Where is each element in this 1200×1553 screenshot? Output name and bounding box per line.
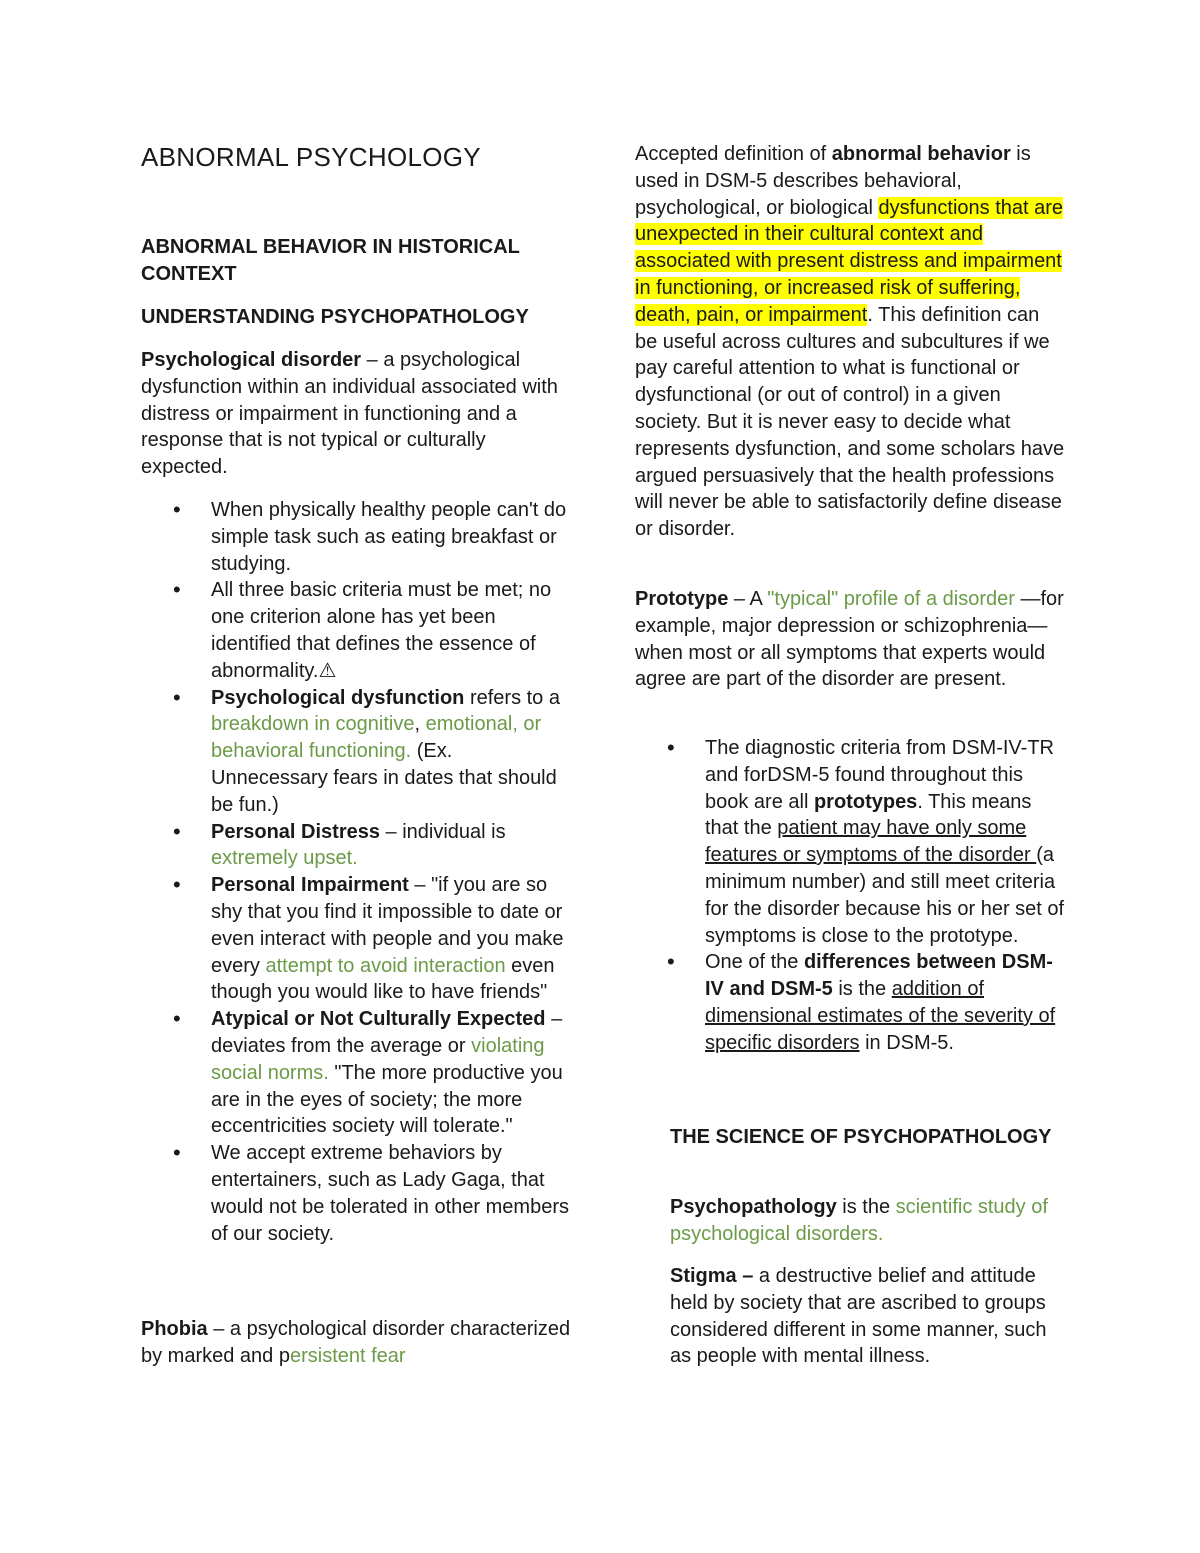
list-item: • Psychological dysfunction refers to a breakdown in cognitive, emotional, or behavioral functioning. (Ex. Unnecessary fears in dates that should be fun.)	[141, 685, 571, 819]
paragraph-prototype: Prototype – A "typical" profile of a disorder —for example, major depression or schizophrenia—when most or all symptoms that experts would agree are part of the disorder are present.	[635, 588, 1064, 691]
criteria-list	[141, 497, 571, 1247]
list-item: • Personal Impairment – "if you are so shy that you find it impossible to date or even interact with people and you make every attempt to avoid interaction even though you would like to have friends"	[141, 872, 571, 1006]
prototype-list	[635, 735, 1065, 1057]
list-item: • We accept extreme behaviors by entertainers, such as Lady Gaga, that would not be tolerated in other members of our society.	[141, 1140, 571, 1247]
warning-icon: ⚠	[318, 659, 337, 682]
list-item: • All three basic criteria must be met; no one criterion alone has yet been identified that defines the essence of abnormality.⚠	[141, 577, 571, 684]
heading-science-of-psychopathology: THE SCIENCE OF PSYCHOPATHOLOGY	[670, 1126, 1052, 1148]
list-item: • Atypical or Not Culturally Expected – deviates from the average or violating social norms. "The more productive you are in the eyes of society; the more eccentricities society will tolerate."	[141, 1006, 571, 1140]
highlighted-definition: dysfunctions that are unexpected in their cultural context and associated with present distress and impairment in functioning, or increased risk of suffering, death, pain, or impairment	[635, 196, 1064, 326]
list-item: • When physically healthy people can't do simple task such as eating breakfast or studying.	[141, 497, 571, 577]
page-title: ABNORMAL PSYCHOLOGY	[141, 142, 481, 172]
paragraph-stigma: Stigma – a destructive belief and attitude held by society that are ascribed to groups considered different in some manner, such as people with mental illness.	[670, 1265, 1047, 1368]
list-item: • Personal Distress – individual is extremely upset.	[141, 819, 571, 873]
paragraph-psychological-disorder: Psychological disorder – a psychological dysfunction within an individual associated with distress or impairment in functioning and a response that is not typical or culturally expected.	[141, 349, 558, 479]
list-item: • One of the differences between DSM-IV and DSM-5 is the addition of dimensional estimates of the severity of specific disorders in DSM-5.	[635, 949, 1065, 1056]
list-item: • The diagnostic criteria from DSM-IV-TR and forDSM-5 found throughout this book are all prototypes. This means that the patient may have only some features or symptoms of the disorder (a minimum number) and still meet criteria for the disorder because his or her set of symptoms is close to the prototype.	[635, 735, 1065, 949]
heading-understanding-psychopathology: UNDERSTANDING PSYCHOPATHOLOGY	[141, 306, 529, 328]
term-psychological-disorder: Psychological disorder	[141, 349, 362, 371]
paragraph-accepted-definition: Accepted definition of abnormal behavior is used in DSM-5 describes behavioral, psychological, or biological dysfunctions that are unexpected in their cultural context and associated with present distress and impairment in functioning, or increased risk of suffering, death, pain, or impairment. This definition can be useful across cultures and subcultures if we pay careful attention to what is functional or dysfunctional (or out of control) in a given society. But it is never easy to decide what represents dysfunction, and some scholars have argued persuasively that the health professions will never be able to satisfactorily define disease or disorder.	[635, 143, 1065, 541]
paragraph-psychopathology: Psychopathology is the scientific study of psychological disorders.	[670, 1196, 1048, 1245]
paragraph-phobia: Phobia – a psychological disorder characterized by marked and persistent fear	[141, 1318, 571, 1367]
heading-historical-context: ABNORMAL BEHAVIOR IN HISTORICAL CONTEXT	[141, 236, 520, 285]
